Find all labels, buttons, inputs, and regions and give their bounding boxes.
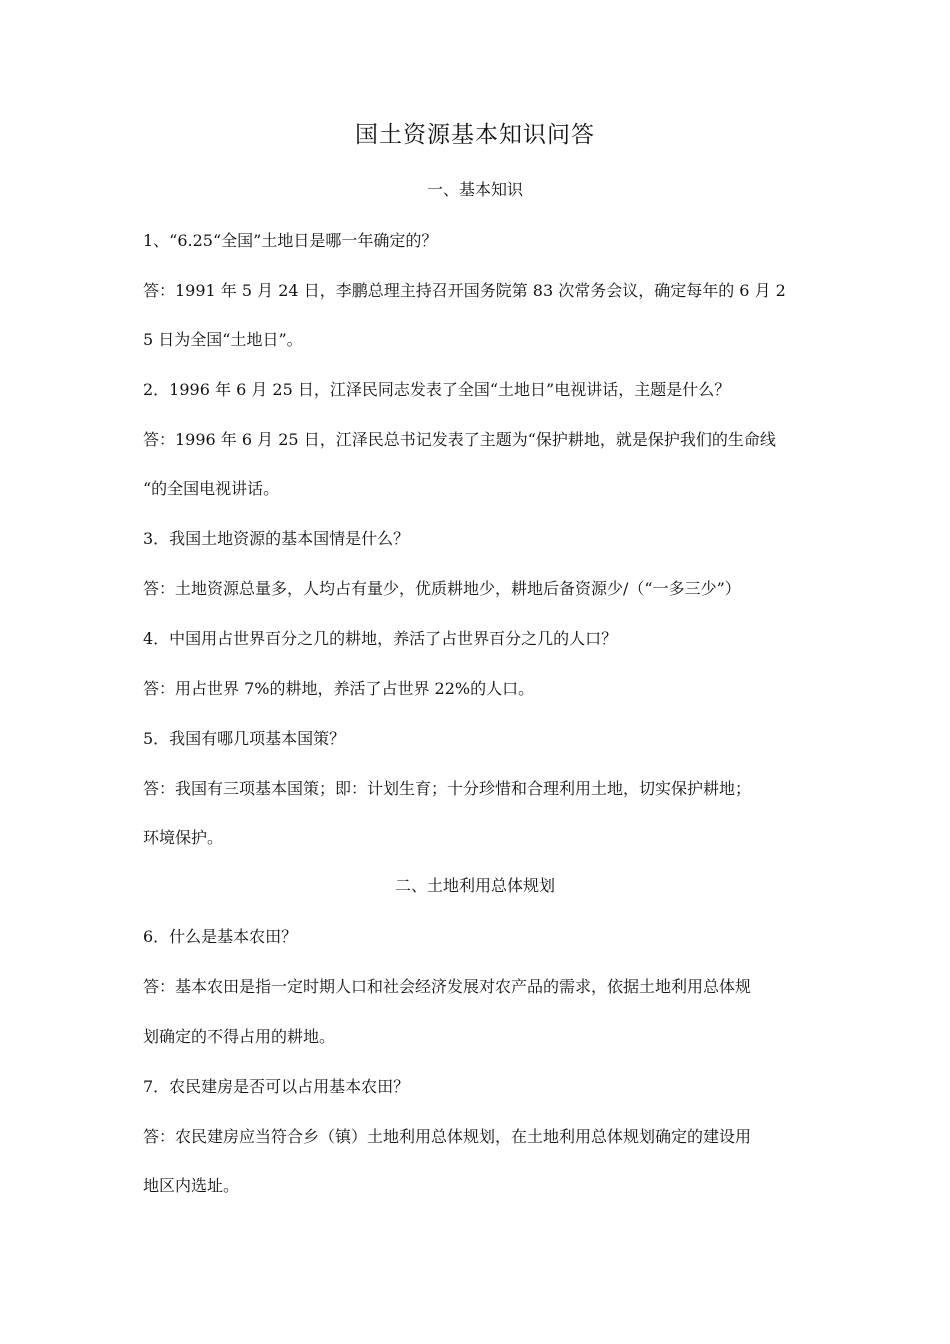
document-title: 国土资源基本知识问答 <box>355 122 595 148</box>
answer-1-line-2: 5 日为全国“土地日”。 <box>143 330 303 349</box>
answer-6-line-1: 答：基本农田是指一定时期人口和社会经济发展对农产品的需求，依据土地利用总体规 <box>143 977 752 996</box>
section-heading-land-use-planning: 二、土地利用总体规划 <box>394 876 555 895</box>
answer-5-line-2: 环境保护。 <box>143 828 224 847</box>
question-4: 4．中国用占世界百分之几的耕地，养活了占世界百分之几的人口？ <box>143 629 618 648</box>
answer-1-line-1: 答：1991 年 5 月 24 日，李鹏总理主持召开国务院第 83 次常务会议，确定每年的 6 月 2 <box>143 281 786 300</box>
answer-4: 答：用占世界 7%的耕地，养活了占世界 22%的人口。 <box>143 679 535 698</box>
section-heading-basic-knowledge: 一、基本知识 <box>426 180 523 199</box>
question-2: 2．1996 年 6 月 25 日，江泽民同志发表了全国“土地日”电视讲话，主题是什么？ <box>143 380 731 399</box>
answer-3: 答：土地资源总量多，人均占有量少，优质耕地少，耕地后备资源少/（“一多三少”） <box>143 579 741 598</box>
answer-7-line-2: 地区内选址。 <box>143 1176 240 1195</box>
answer-2-line-1: 答：1996 年 6 月 25 日，江泽民总书记发表了主题为“保护耕地，就是保护我们的生命线 <box>143 430 776 449</box>
answer-5-line-1: 答：我国有三项基本国策；即：计划生育；十分珍惜和合理利用土地，切实保护耕地； <box>143 779 752 798</box>
answer-2-line-2: “的全国电视讲话。 <box>143 479 280 498</box>
question-1: 1、“6.25“全国”土地日是哪一年确定的？ <box>143 231 438 250</box>
question-5: 5．我国有哪几项基本国策？ <box>143 729 346 748</box>
answer-6-line-2: 划确定的不得占用的耕地。 <box>143 1027 336 1046</box>
question-3: 3．我国土地资源的基本国情是什么？ <box>143 529 410 548</box>
answer-7-line-1: 答：农民建房应当符合乡（镇）土地利用总体规划，在土地利用总体规划确定的建设用 <box>143 1127 752 1146</box>
question-6: 6．什么是基本农田？ <box>143 927 298 946</box>
question-7: 7．农民建房是否可以占用基本农田？ <box>143 1077 410 1096</box>
